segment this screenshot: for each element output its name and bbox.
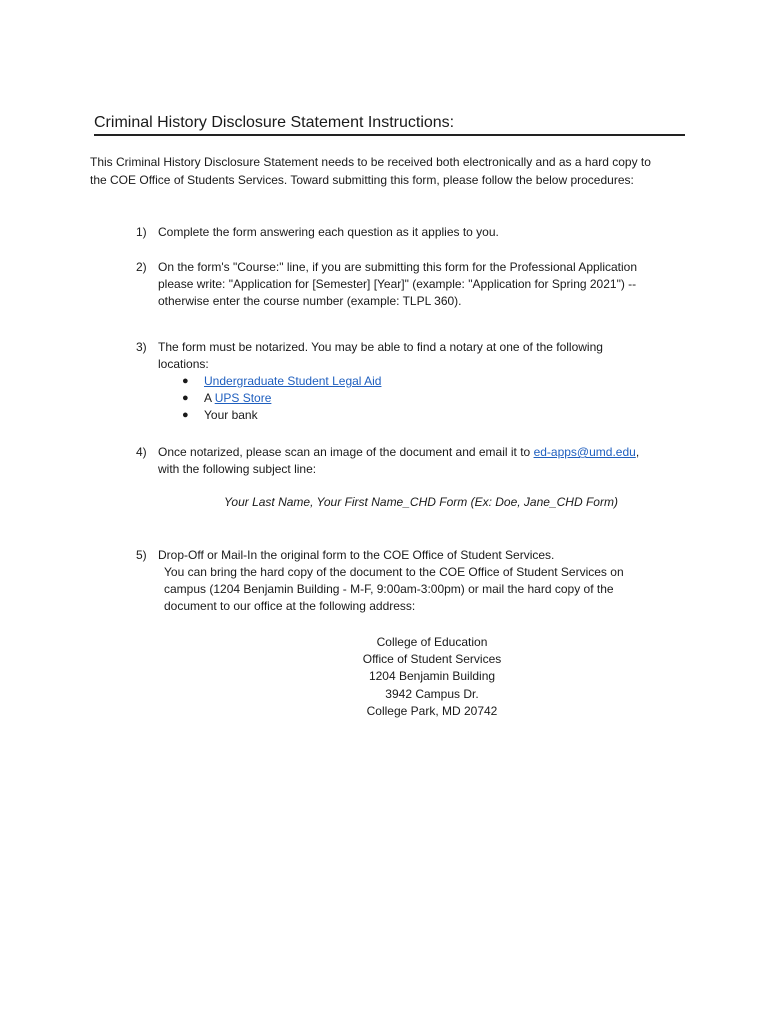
bullet-icon: ● xyxy=(182,375,189,387)
step-text: Drop-Off or Mail-In the original form to the COE Office of Student Services. xyxy=(158,548,555,562)
ups-store-link[interactable]: UPS Store xyxy=(214,391,272,405)
address-line: Office of Student Services xyxy=(362,652,502,667)
step-2 xyxy=(136,259,696,310)
step-number: 3) xyxy=(136,340,147,354)
step-text: document to our office at the following address: xyxy=(164,599,416,613)
list-item xyxy=(182,373,696,390)
step-number: 2) xyxy=(136,260,147,274)
bullet-icon: ● xyxy=(182,392,189,404)
step-text: with the following subject line: xyxy=(158,462,317,476)
address-line: College Park, MD 20742 xyxy=(366,703,498,718)
address-line: 3942 Campus Dr. xyxy=(385,686,479,701)
address-line: College of Education xyxy=(376,635,488,649)
step-text: please write: "Application for [Semester] [Year]" (example: "Application for Spring 2021") -- xyxy=(158,277,637,291)
legal-aid-link[interactable]: Undergraduate Student Legal Aid xyxy=(204,374,382,388)
address-line: 1204 Benjamin Building xyxy=(368,669,496,684)
step-number: 1) xyxy=(136,225,147,239)
step-text: You can bring the hard copy of the document to the COE Office of Student Services on xyxy=(164,565,624,579)
step-text-suffix: , xyxy=(635,445,640,459)
mailing-address xyxy=(332,634,532,720)
step-number: 4) xyxy=(136,445,147,459)
step-4 xyxy=(136,444,696,478)
step-text xyxy=(158,444,696,461)
intro-paragraph xyxy=(90,153,690,189)
page-title: Criminal History Disclosure Statement Instructions: xyxy=(94,113,685,136)
step-5 xyxy=(136,547,696,615)
step-text: On the form's "Course:" line, if you are submitting this form for the Professional Application xyxy=(158,260,638,274)
step-text-prefix: Once notarized, please scan an image of the document and email it to xyxy=(158,445,534,459)
step-text: campus (1204 Benjamin Building - M-F, 9:00am-3:00pm) or mail the hard copy of the xyxy=(164,582,614,596)
email-link[interactable]: ed-apps@umd.edu xyxy=(533,445,636,459)
list-item xyxy=(182,407,696,424)
step-text: Complete the form answering each question as it applies to you. xyxy=(158,225,499,239)
step-1 xyxy=(136,224,696,241)
bullet-prefix: A xyxy=(204,391,215,405)
step-text: The form must be notarized. You may be able to find a notary at one of the following xyxy=(158,340,603,354)
email-subject-line: Your Last Name, Your First Name_CHD Form (Ex: Doe, Jane_CHD Form) xyxy=(224,495,618,509)
list-item xyxy=(182,390,696,407)
step-text: locations: xyxy=(158,357,209,371)
bullet-icon: ● xyxy=(182,409,189,421)
step-3 xyxy=(136,339,696,424)
bullet-text: Your bank xyxy=(204,408,258,422)
intro-line: the COE Office of Students Services. Toward submitting this form, please follow the below procedures: xyxy=(90,173,634,187)
notary-location-list xyxy=(182,373,696,424)
step-text: otherwise enter the course number (example: TLPL 360). xyxy=(158,294,462,308)
step-number: 5) xyxy=(136,548,147,562)
intro-line: This Criminal History Disclosure Statement needs to be received both electronically and as a hard copy to xyxy=(90,155,651,169)
